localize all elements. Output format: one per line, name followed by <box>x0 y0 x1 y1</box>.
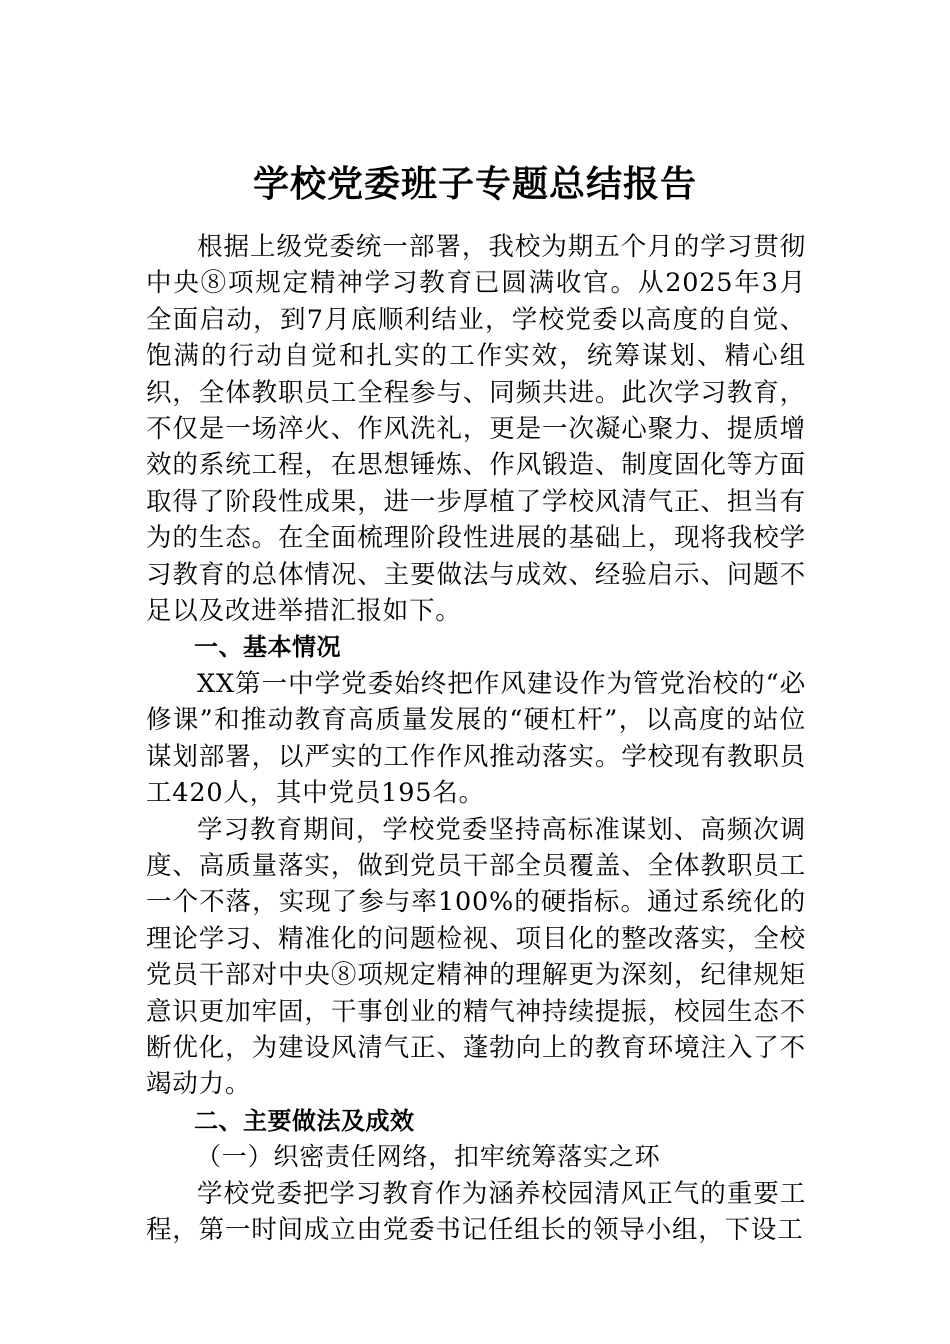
section-heading-main-practices: 二、主要做法及成效 <box>194 1106 415 1135</box>
basic-situation-paragraph-2: 学习教育期间，学校党委坚持高标准谋划、高频次调度、高质量落实，做到党员干部全员覆盖、全体教职员工一个不落，实现了参与率100%的硬指标。通过系统化的理论学习、精准化的问题检视、项目化的整改落实，全校党员干部对中央⑧项规定精神的理解更为深刻，纪律规矩意识更加牢固，干事创业的精气神持续提振，校园生态不断优化，为建设风清气正、蓬勃向上的教育环境注入了不竭动力。 <box>146 814 806 1100</box>
document-body <box>146 229 806 1248</box>
section-heading-basic-situation: 一、基本情况 <box>194 633 341 662</box>
main-practices-paragraph-1: 学校党委把学习教育作为涵养校园清风正气的重要工程，第一时间成立由党委书记任组长的领导小组，下设工 <box>146 1178 806 1245</box>
basic-situation-paragraph-1: XX第一中学党委始终把作风建设作为管党治校的“必修课”和推动教育高质量发展的“硬杠杆”，以高度的站位谋划部署，以严实的工作作风推动落实。学校现有教职员工420人，其中党员195名。 <box>146 668 806 809</box>
intro-paragraph: 根据上级党委统一部署，我校为期五个月的学习贯彻中央⑧项规定精神学习教育已圆满收官。从2025年3月全面启动，到7月底顺利结业，学校党委以高度的自觉、饱满的行动自觉和扎实的工作实效，统筹谋划、精心组织，全体教职员工全程参与、同频共进。此次学习教育，不仅是一场淬火、作风洗礼，更是一次凝心聚力、提质增效的系统工程，在思想锤炼、作风锻造、制度固化等方面取得了阶段性成果，进一步厚植了学校风清气正、担当有为的生态。在全面梳理阶段性进展的基础上，现将我校学习教育的总体情况、主要做法与成效、经验启示、问题不足以及改进举措汇报如下。 <box>146 232 806 627</box>
document-title: 学校党委班子专题总结报告 <box>252 163 697 205</box>
subsection-heading-responsibility: （一）织密责任网络，扣牢统筹落实之环 <box>196 1142 661 1172</box>
